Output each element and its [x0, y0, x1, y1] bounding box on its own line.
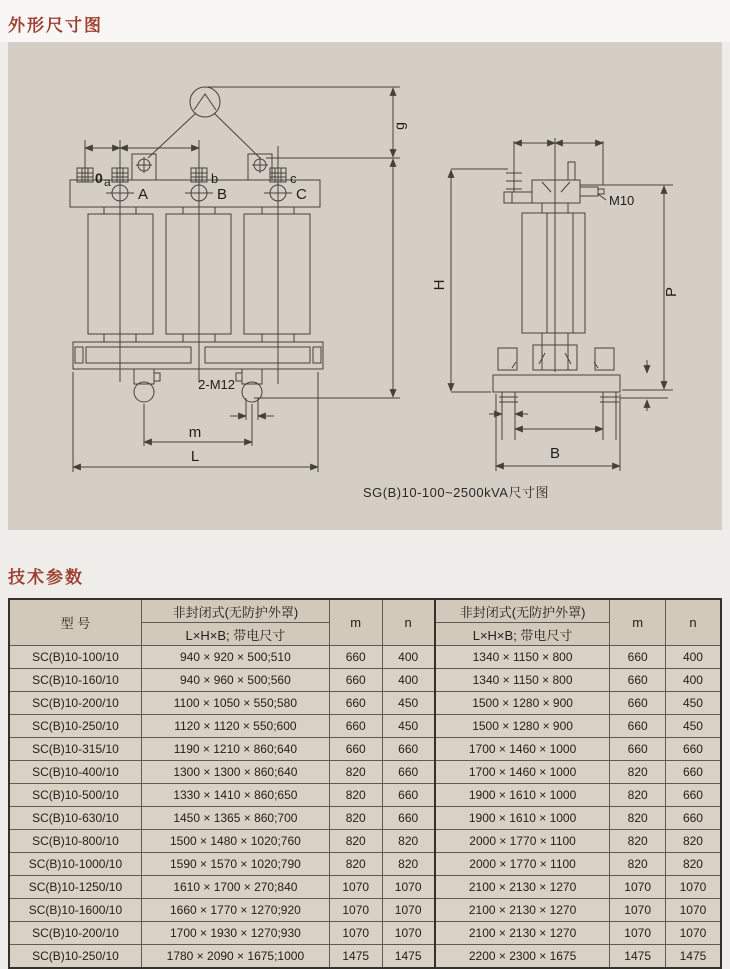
n2-cell: 1070: [665, 922, 721, 945]
coil-C: [244, 214, 310, 334]
parameters-table: [8, 598, 722, 969]
n2-cell: 820: [665, 853, 721, 876]
m1-cell: 1070: [329, 899, 382, 922]
n2-cell: 660: [665, 784, 721, 807]
dim-H-label: H: [431, 279, 448, 291]
n1-cell: 660: [382, 761, 435, 784]
m2-cell: 1070: [610, 876, 666, 899]
dim-group2-cell: 2100 × 2130 × 1270: [435, 899, 610, 922]
n1-cell: 1070: [382, 876, 435, 899]
dim-group2-cell: 1700 × 1460 × 1000: [435, 761, 610, 784]
n2-cell: 660: [665, 738, 721, 761]
lv-terminal-c-label: c: [290, 171, 297, 186]
dim-group1-cell: 1500 × 1480 × 1020;760: [141, 830, 329, 853]
m1-cell: 820: [329, 807, 382, 830]
dim-group2-cell: 1900 × 1610 × 1000: [435, 784, 610, 807]
n1-cell: 660: [382, 807, 435, 830]
m2-cell: 1475: [610, 945, 666, 969]
dim-group1-cell: 1700 × 1930 × 1270;930: [141, 922, 329, 945]
dim-group2-cell: 1500 × 1280 × 900: [435, 715, 610, 738]
dim-group1-cell: 1610 × 1700 × 270;840: [141, 876, 329, 899]
n2-cell: 820: [665, 830, 721, 853]
n1-cell: 660: [382, 784, 435, 807]
dim-group1-cell: 1120 × 1120 × 550;600: [141, 715, 329, 738]
model-cell: SC(B)10-1000/10: [9, 853, 141, 876]
n1-cell: 660: [382, 738, 435, 761]
header-sub1: L×H×B; 带电尺寸: [141, 623, 329, 646]
dim-group2-cell: 1500 × 1280 × 900: [435, 692, 610, 715]
n2-cell: 450: [665, 692, 721, 715]
m2-cell: 660: [610, 715, 666, 738]
parameters-table-head: [9, 599, 721, 646]
model-cell: SC(B)10-500/10: [9, 784, 141, 807]
header-group2: 非封闭式(无防护外罩): [435, 599, 610, 623]
table-row: [9, 807, 721, 830]
coil-side: [522, 213, 585, 333]
side-bolt-label: M10: [609, 193, 635, 208]
table-row: [9, 669, 721, 692]
model-cell: SC(B)10-1600/10: [9, 899, 141, 922]
table-row: [9, 761, 721, 784]
m1-cell: 820: [329, 830, 382, 853]
n1-cell: 450: [382, 715, 435, 738]
drawing-labels: [95, 122, 680, 465]
header-group1: 非封闭式(无防护外罩): [141, 599, 329, 623]
lifting-lug-left: [132, 154, 156, 180]
n1-cell: 1070: [382, 899, 435, 922]
dim-B-label: B: [549, 445, 561, 462]
model-cell: SC(B)10-200/10: [9, 692, 141, 715]
roller-left: [134, 369, 160, 402]
hv-terminal-c-label: C: [296, 186, 307, 203]
lv-terminal-b-label: b: [211, 171, 219, 186]
m1-cell: 820: [329, 853, 382, 876]
dim-group1-cell: 1450 × 1365 × 860;700: [141, 807, 329, 830]
m1-cell: 660: [329, 692, 382, 715]
hv-terminal-b-label: B: [217, 186, 228, 203]
table-row: [9, 945, 721, 969]
table-row: [9, 784, 721, 807]
n1-cell: 820: [382, 853, 435, 876]
table-row: [9, 922, 721, 945]
table-row: [9, 853, 721, 876]
m1-cell: 660: [329, 669, 382, 692]
m2-cell: 660: [610, 738, 666, 761]
model-cell: SC(B)10-160/10: [9, 669, 141, 692]
table-row: [9, 876, 721, 899]
dim-group1-cell: 1660 × 1770 × 1270;920: [141, 899, 329, 922]
front-view: [70, 87, 400, 472]
model-cell: SC(B)10-250/10: [9, 715, 141, 738]
m2-cell: 820: [610, 853, 666, 876]
table-row: [9, 738, 721, 761]
header-n2: n: [665, 599, 721, 646]
m2-cell: 820: [610, 761, 666, 784]
m1-cell: 820: [329, 761, 382, 784]
table-row: [9, 692, 721, 715]
header-model: 型 号: [9, 599, 141, 646]
m2-cell: 660: [610, 646, 666, 669]
n2-cell: 400: [665, 646, 721, 669]
m1-cell: 1070: [329, 922, 382, 945]
n1-cell: 1070: [382, 922, 435, 945]
dim-group2-cell: 1900 × 1610 × 1000: [435, 807, 610, 830]
page-top-strip: [0, 0, 730, 42]
m1-cell: 1475: [329, 945, 382, 969]
n2-cell: 1070: [665, 899, 721, 922]
n2-cell: 660: [665, 761, 721, 784]
side-view: [451, 138, 673, 471]
dim-group2-cell: 2100 × 2130 × 1270: [435, 876, 610, 899]
header-m1: m: [329, 599, 382, 646]
table-row: [9, 899, 721, 922]
table-row: [9, 646, 721, 669]
n2-cell: 400: [665, 669, 721, 692]
lifting-ring-icon: [190, 87, 220, 117]
dim-P-label: P: [663, 286, 680, 298]
n1-cell: 400: [382, 646, 435, 669]
table-row: [9, 830, 721, 853]
dim-group1-cell: 940 × 920 × 500;510: [141, 646, 329, 669]
n2-cell: 1475: [665, 945, 721, 969]
m2-cell: 660: [610, 692, 666, 715]
dim-m-label: m: [188, 424, 202, 441]
dim-group1-cell: 1300 × 1300 × 860;640: [141, 761, 329, 784]
model-cell: SC(B)10-200/10: [9, 922, 141, 945]
roller-right: [236, 369, 262, 402]
m2-cell: 820: [610, 807, 666, 830]
m1-cell: 660: [329, 715, 382, 738]
dim-group2-cell: 1340 × 1150 × 800: [435, 646, 610, 669]
model-cell: SC(B)10-100/10: [9, 646, 141, 669]
dim-group2-cell: 2000 × 1770 × 1100: [435, 830, 610, 853]
technical-parameters-title: 技术参数: [8, 568, 84, 587]
dim-group2-cell: 1700 × 1460 × 1000: [435, 738, 610, 761]
header-n1: n: [382, 599, 435, 646]
dim-group2-cell: 2100 × 2130 × 1270: [435, 922, 610, 945]
m1-cell: 1070: [329, 876, 382, 899]
m1-cell: 660: [329, 646, 382, 669]
m2-cell: 660: [610, 669, 666, 692]
dim-group1-cell: 1590 × 1570 × 1020;790: [141, 853, 329, 876]
model-cell: SC(B)10-800/10: [9, 830, 141, 853]
m1-cell: 660: [329, 738, 382, 761]
n2-cell: 660: [665, 807, 721, 830]
dim-group2-cell: 2200 × 2300 × 1675: [435, 945, 610, 969]
figure-caption: SG(B)10-100~2500kVA尺寸图: [363, 485, 549, 500]
outline-dimensions-title: 外形尺寸图: [8, 16, 103, 35]
m1-cell: 820: [329, 784, 382, 807]
dim-group2-cell: 2000 × 1770 × 1100: [435, 853, 610, 876]
n1-cell: 1475: [382, 945, 435, 969]
dim-group1-cell: 1780 × 2090 × 1675;1000: [141, 945, 329, 969]
dimension-drawing-panel: [8, 42, 722, 530]
base-side: [493, 375, 620, 392]
base-channel: [73, 342, 323, 369]
n1-cell: 400: [382, 669, 435, 692]
transformer-outline-drawing: [8, 42, 722, 530]
dim-group1-cell: 1100 × 1050 × 550;580: [141, 692, 329, 715]
parameters-table-body: [9, 646, 721, 969]
n1-cell: 820: [382, 830, 435, 853]
parameters-table-wrap: [8, 598, 722, 969]
lv-terminal-a-label: a: [104, 175, 111, 189]
model-cell: SC(B)10-630/10: [9, 807, 141, 830]
model-cell: SC(B)10-1250/10: [9, 876, 141, 899]
dim-group2-cell: 1340 × 1150 × 800: [435, 669, 610, 692]
m2-cell: 1070: [610, 899, 666, 922]
m2-cell: 1070: [610, 922, 666, 945]
neutral-terminal-label: 0: [95, 170, 103, 186]
model-cell: SC(B)10-400/10: [9, 761, 141, 784]
header-m2: m: [610, 599, 666, 646]
model-cell: SC(B)10-250/10: [9, 945, 141, 969]
dim-g-label: g: [391, 122, 407, 130]
front-bolt-label: 2-M12: [198, 377, 235, 392]
dim-group1-cell: 940 × 960 × 500;560: [141, 669, 329, 692]
n2-cell: 450: [665, 715, 721, 738]
dim-group1-cell: 1330 × 1410 × 860;650: [141, 784, 329, 807]
n2-cell: 1070: [665, 876, 721, 899]
dim-group1-cell: 1190 × 1210 × 860;640: [141, 738, 329, 761]
hv-terminal-a-label: A: [138, 186, 149, 203]
n1-cell: 450: [382, 692, 435, 715]
header-sub2: L×H×B; 带电尺寸: [435, 623, 610, 646]
model-cell: SC(B)10-315/10: [9, 738, 141, 761]
table-row: [9, 715, 721, 738]
dim-L-label: L: [190, 448, 200, 465]
m2-cell: 820: [610, 784, 666, 807]
m2-cell: 820: [610, 830, 666, 853]
